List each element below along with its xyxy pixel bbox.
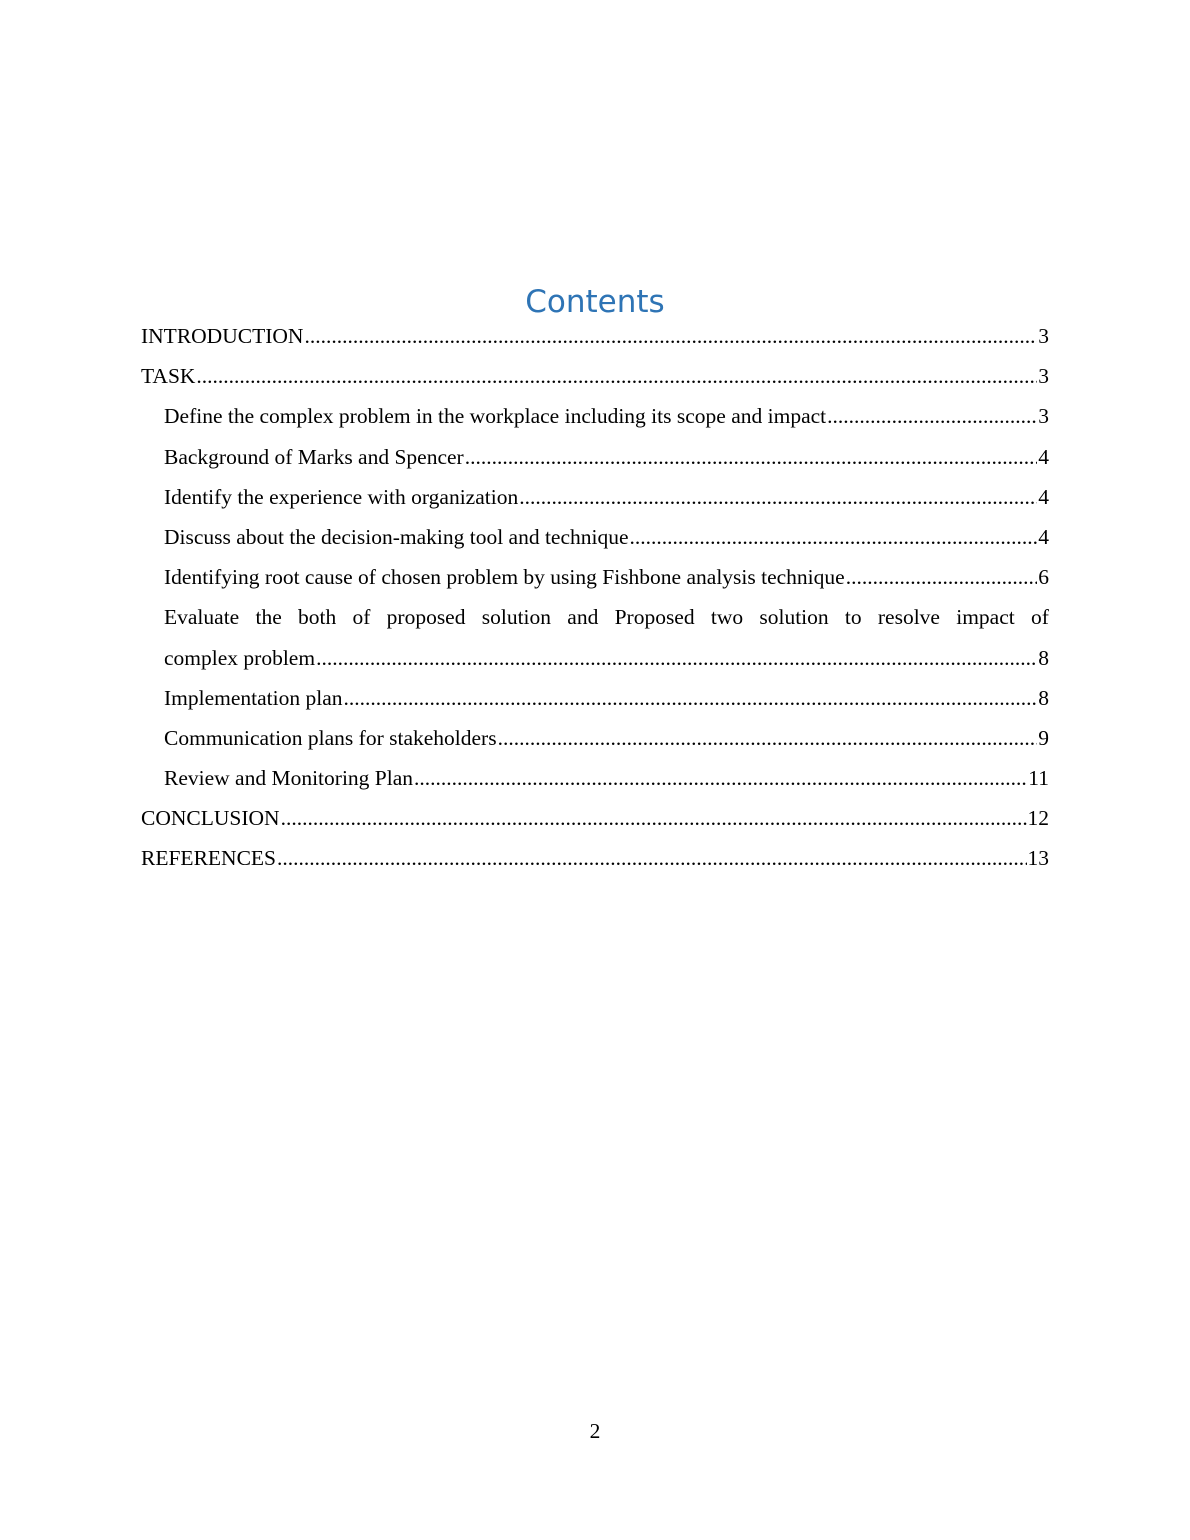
toc-entry-page: 8 bbox=[1038, 645, 1049, 670]
toc-entry-conclusion[interactable] bbox=[141, 798, 1049, 838]
toc-entry-label: TASK bbox=[141, 364, 196, 389]
toc-heading: Contents bbox=[525, 284, 665, 320]
toc-entry-label: Define the complex problem in the workplace including its scope and impact bbox=[164, 404, 827, 429]
toc-word: to bbox=[844, 605, 862, 630]
toc-entry-page: 4 bbox=[1038, 524, 1049, 549]
dot-leader bbox=[304, 316, 1037, 356]
toc-entry-label: Implementation plan bbox=[164, 685, 343, 710]
toc-word: resolve bbox=[877, 605, 940, 630]
toc-entry-page: 4 bbox=[1038, 484, 1049, 509]
toc-entry-implementation[interactable] bbox=[141, 678, 1049, 718]
toc-word: of bbox=[1031, 605, 1049, 630]
toc-entry-evaluate-line1[interactable] bbox=[141, 597, 1049, 637]
toc-entry-label: Identifying root cause of chosen problem by using Fishbone analysis technique bbox=[164, 565, 845, 590]
toc-entry-label: REFERENCES bbox=[141, 846, 276, 871]
toc-word: and bbox=[567, 605, 599, 630]
toc-word: Evaluate bbox=[164, 605, 240, 630]
toc-entry-label: Background of Marks and Spencer bbox=[164, 444, 464, 469]
toc-entry-page: 11 bbox=[1028, 766, 1049, 791]
toc-entry-label: Review and Monitoring Plan bbox=[164, 766, 414, 791]
toc-entry-page: 8 bbox=[1038, 685, 1049, 710]
toc-word: of bbox=[352, 605, 371, 630]
toc-entry-label: Identify the experience with organization bbox=[164, 484, 519, 509]
toc-word: two bbox=[710, 605, 744, 630]
toc-entry-define-problem[interactable] bbox=[141, 396, 1049, 436]
toc-entry-page: 9 bbox=[1038, 725, 1049, 750]
toc-entry-references[interactable] bbox=[141, 838, 1049, 878]
dot-leader bbox=[465, 437, 1038, 477]
dot-leader bbox=[846, 557, 1038, 597]
toc-entry-task[interactable] bbox=[141, 356, 1049, 396]
dot-leader bbox=[827, 396, 1037, 436]
toc-entry-review[interactable] bbox=[141, 758, 1049, 798]
toc-word: the bbox=[255, 605, 282, 630]
toc-entry-background[interactable] bbox=[141, 437, 1049, 477]
toc-entry-page: 4 bbox=[1038, 444, 1049, 469]
page-number: 2 bbox=[589, 1419, 601, 1443]
toc-entry-page: 3 bbox=[1038, 324, 1049, 348]
dot-leader bbox=[281, 798, 1027, 838]
toc-entry-page: 13 bbox=[1027, 846, 1049, 871]
toc-entry-label: Communication plans for stakeholders bbox=[164, 725, 497, 750]
toc-entry-page: 6 bbox=[1038, 565, 1049, 590]
toc-entry-communication[interactable] bbox=[141, 718, 1049, 758]
toc-word: proposed bbox=[386, 605, 466, 630]
toc-entry-decision-making[interactable] bbox=[141, 517, 1049, 557]
toc-entry-label: INTRODUCTION bbox=[141, 324, 304, 348]
toc-entry-page: 3 bbox=[1038, 364, 1049, 389]
dot-leader bbox=[630, 517, 1038, 557]
toc-entry-page: 12 bbox=[1027, 806, 1049, 831]
toc-entry-root-cause[interactable] bbox=[141, 557, 1049, 597]
dot-leader bbox=[414, 758, 1027, 798]
dot-leader bbox=[519, 477, 1037, 517]
toc-entry-label: Discuss about the decision-making tool and technique bbox=[164, 524, 629, 549]
toc-entry-page: 3 bbox=[1038, 404, 1049, 429]
dot-leader bbox=[498, 718, 1038, 758]
table-of-contents bbox=[141, 316, 1049, 879]
dot-leader bbox=[277, 838, 1027, 878]
toc-word: solution bbox=[481, 605, 552, 630]
toc-word: solution bbox=[759, 605, 829, 630]
toc-word: Proposed bbox=[614, 605, 695, 630]
dot-leader bbox=[196, 356, 1037, 396]
dot-leader bbox=[344, 678, 1038, 718]
toc-entry-label: CONCLUSION bbox=[141, 806, 280, 831]
toc-entry-label: complex problem bbox=[164, 645, 316, 670]
toc-entry-introduction[interactable] bbox=[141, 316, 1049, 356]
toc-entry-identify-experience[interactable] bbox=[141, 477, 1049, 517]
dot-leader bbox=[316, 638, 1037, 678]
toc-word: impact bbox=[956, 605, 1015, 630]
toc-entry-evaluate-line2[interactable] bbox=[141, 638, 1049, 678]
toc-word: both bbox=[298, 605, 337, 630]
